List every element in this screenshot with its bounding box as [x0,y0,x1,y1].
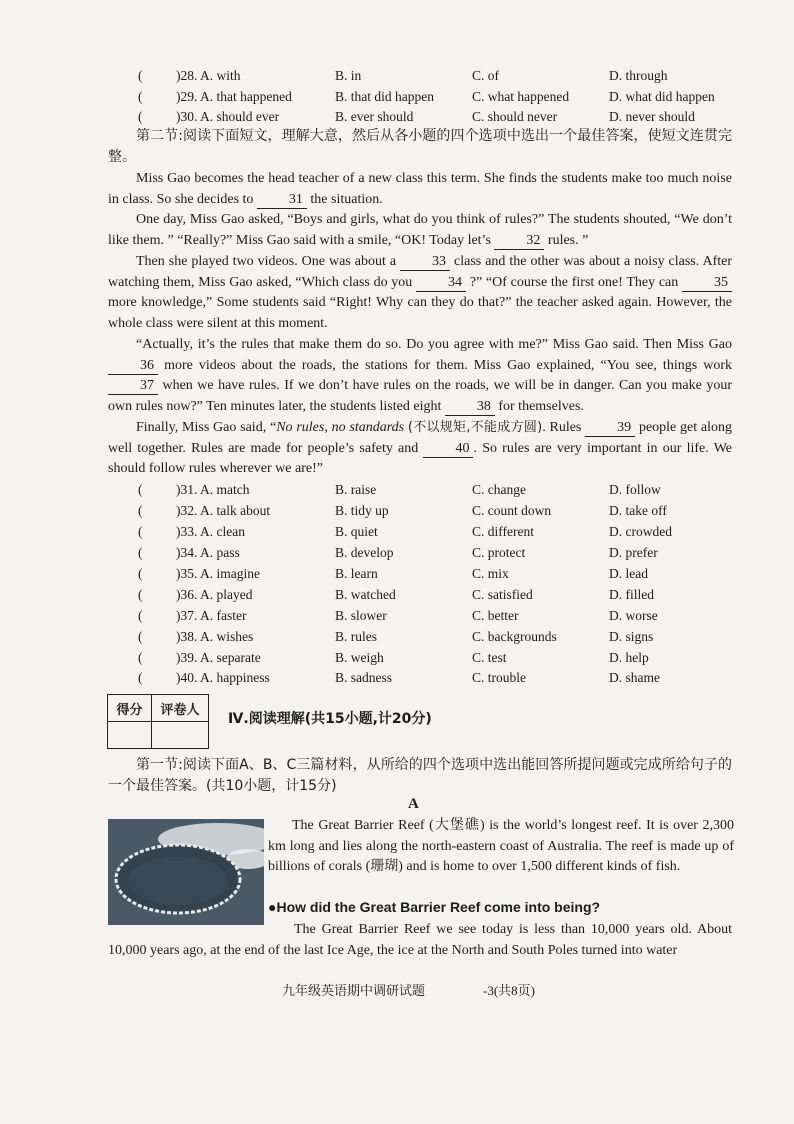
passage-text: Miss Gao becomes the head teacher of a new class this term. She finds the students make too much noise in class. So she decides to [108,171,732,207]
answer-paren: ( [138,524,143,539]
blank-32: 32 [494,233,544,250]
passage-chinese-gloss: (不以规矩,不能成方圆) [407,420,543,435]
answer-paren: ( [138,587,143,602]
option-d: D. take off [609,503,667,518]
answer-paren: ( [138,68,143,83]
option-a: )28. A. with [176,68,241,83]
option-c: C. different [472,524,534,539]
passage-italic: No rules, no standards [276,420,405,435]
answer-paren: ( [138,109,143,124]
option-a: )40. A. happiness [176,670,270,685]
grader-cell[interactable] [152,722,209,749]
option-a: )37. A. faster [176,608,247,623]
answer-paren: ( [138,89,143,104]
blank-35: 35 [682,275,732,292]
option-b: B. develop [335,545,394,560]
passage-letter: A [408,796,419,812]
option-b: B. rules [335,629,377,644]
option-a: )31. A. match [176,482,250,497]
option-row-39 [0,648,794,668]
passage-text: Finally, Miss Gao said, “ [136,420,277,435]
blank-33: 33 [400,254,450,271]
passage-paragraph-2 [108,210,732,251]
option-c: C. count down [472,503,552,518]
passage-text: more videos about the roads, the stations for them. Miss Gao explained, “You see, things work [164,357,733,373]
passage-text: . Rules [542,420,582,435]
footer-title: 九年级英语期中调研试题 [282,984,426,999]
answer-paren: ( [138,608,143,623]
score-header: 得分 [108,695,152,722]
option-a: )34. A. pass [176,545,240,560]
passage-text: for themselves. [498,399,584,415]
option-a: )33. A. clean [176,524,245,539]
passage-paragraph-1 [108,169,732,210]
passage-text: class and the other was about a noisy class. After watching them, Miss Gao asked, “Which class do you [108,254,732,290]
option-c: C. what happened [472,89,570,104]
option-c: C. should never [472,109,558,124]
reef-photo [108,819,264,925]
option-c: C. trouble [472,670,526,685]
option-a: )32. A. talk about [176,503,271,518]
grader-header: 评卷人 [152,695,209,722]
passage-text: “Actually, it’s the rules that make them do so. Do you agree with me?” Miss Gao said. Then Miss Gao [136,337,732,352]
answer-paren: ( [138,545,143,560]
option-d: D. help [609,650,649,665]
section2-instruction: 第二节:阅读下面短文，理解大意，然后从各小题的四个选项中选出一个最佳答案，使短文连贯完整。 [108,128,732,165]
option-c: C. mix [472,566,509,581]
option-row-34 [0,543,794,563]
blank-38: 38 [445,399,495,416]
blank-34: 34 [416,275,466,292]
option-b: B. raise [335,482,377,497]
option-d: D. shame [609,670,660,685]
option-row-29 [0,87,794,107]
answer-paren: ( [138,650,143,665]
passage-text: rules. ” [547,232,589,248]
option-d: D. signs [609,629,654,644]
option-a: )35. A. imagine [176,566,260,581]
option-d: D. prefer [609,545,658,560]
passage-paragraph-3 [108,252,732,335]
option-d: D. worse [609,608,658,623]
part4-instruction: 第一节:阅读下面A、B、C三篇材料，从所给的四个选项中选出能回答所提问题或完成所给句子的一个最佳答案。(共10小题，计15分) [108,757,732,794]
part4-title: Ⅳ.阅读理解(共15小题,计20分) [228,711,432,727]
option-b: B. tidy up [335,503,389,518]
option-row-40 [0,668,794,688]
option-b: B. learn [335,566,378,581]
option-d: D. through [609,68,668,83]
reef-photo-svg [108,819,264,925]
option-b: B. sadness [335,670,392,685]
option-row-35 [0,564,794,584]
passage-text: Then she played two videos. One was about a [136,254,397,269]
option-b: B. weigh [335,650,384,665]
option-d: D. lead [609,566,648,581]
answer-paren: ( [138,629,143,644]
option-d: D. follow [609,482,661,497]
blank-40: 40 [423,441,473,458]
option-b: B. in [335,68,362,83]
footer-page: -3(共8页) [483,983,535,998]
option-a: )30. A. should ever [176,109,280,124]
option-b: B. slower [335,608,387,623]
passage-text: the situation. [310,191,383,207]
reef-body: The Great Barrier Reef we see today is less than 10,000 years old. About 10,000 years ago, at the end of the last Ice Age, the ice at the North and South Poles turned into water [108,922,732,958]
option-b: B. that did happen [335,89,434,104]
passage-text: when we have rules. If we don’t have rules on the roads, we will be in danger. Can you make your own rules now?” Ten minutes later, the students listed eight [108,378,732,415]
passage-paragraph-5 [108,418,732,480]
option-b: B. quiet [335,524,378,539]
blank-37: 37 [108,378,158,395]
passage-text: people get along well together. Rules are made for people’s safety and [108,420,733,456]
blank-36: 36 [108,358,158,375]
passage-text: more knowledge,” Some students said “Right! Why can they do that?” the teacher asked again. However, the whole class were silent at this moment. [108,295,732,332]
option-c: C. protect [472,545,526,560]
answer-paren: ( [138,482,143,497]
option-a: )36. A. played [176,587,253,602]
option-row-32 [0,501,794,521]
option-row-37 [0,606,794,626]
option-c: C. test [472,650,507,665]
option-d: D. what did happen [609,89,715,104]
score-table [107,694,209,749]
option-b: B. ever should [335,109,414,124]
option-c: C. of [472,68,499,83]
reef-question-heading: ●How did the Great Barrier Reef come into being? [268,899,601,915]
answer-paren: ( [138,503,143,518]
option-c: C. change [472,482,526,497]
option-row-33 [0,522,794,542]
option-row-38 [0,627,794,647]
option-c: C. satisfied [472,587,533,602]
passage-text: One day, Miss Gao asked, “Boys and girls, what do you think of rules?” The students shouted, “We don’t like them. ” “Really?” Miss Gao said with a smile, “OK! Today let’s [108,212,732,248]
passage-text: ?” “Of course the first one! They can [469,274,679,290]
passage-paragraph-4 [108,335,732,418]
option-row-31 [0,480,794,500]
passage-text: . So rules are very important in our life. We should follow rules wherever we are!” [108,440,732,477]
answer-paren: ( [138,566,143,581]
option-row-28 [0,66,794,86]
option-a: )38. A. wishes [176,629,254,644]
reef-intro: The Great Barrier Reef (大堡礁) is the world’s longest reef. It is over 2,300 km long and lies along the north-eastern coast of Australia. The reef is made up of billions of corals (珊瑚) and is home to over 1,500 different kinds of fish. [268,818,734,875]
option-a: )29. A. that happened [176,89,292,104]
option-c: C. better [472,608,519,623]
option-d: D. crowded [609,524,672,539]
option-row-30 [0,107,794,127]
blank-39: 39 [585,420,635,437]
option-c: C. backgrounds [472,629,557,644]
option-b: B. watched [335,587,396,602]
score-cell[interactable] [108,722,152,749]
answer-paren: ( [138,670,143,685]
blank-31: 31 [257,192,307,209]
option-d: D. never should [609,109,695,124]
option-d: D. filled [609,587,654,602]
option-row-36 [0,585,794,605]
option-a: )39. A. separate [176,650,261,665]
